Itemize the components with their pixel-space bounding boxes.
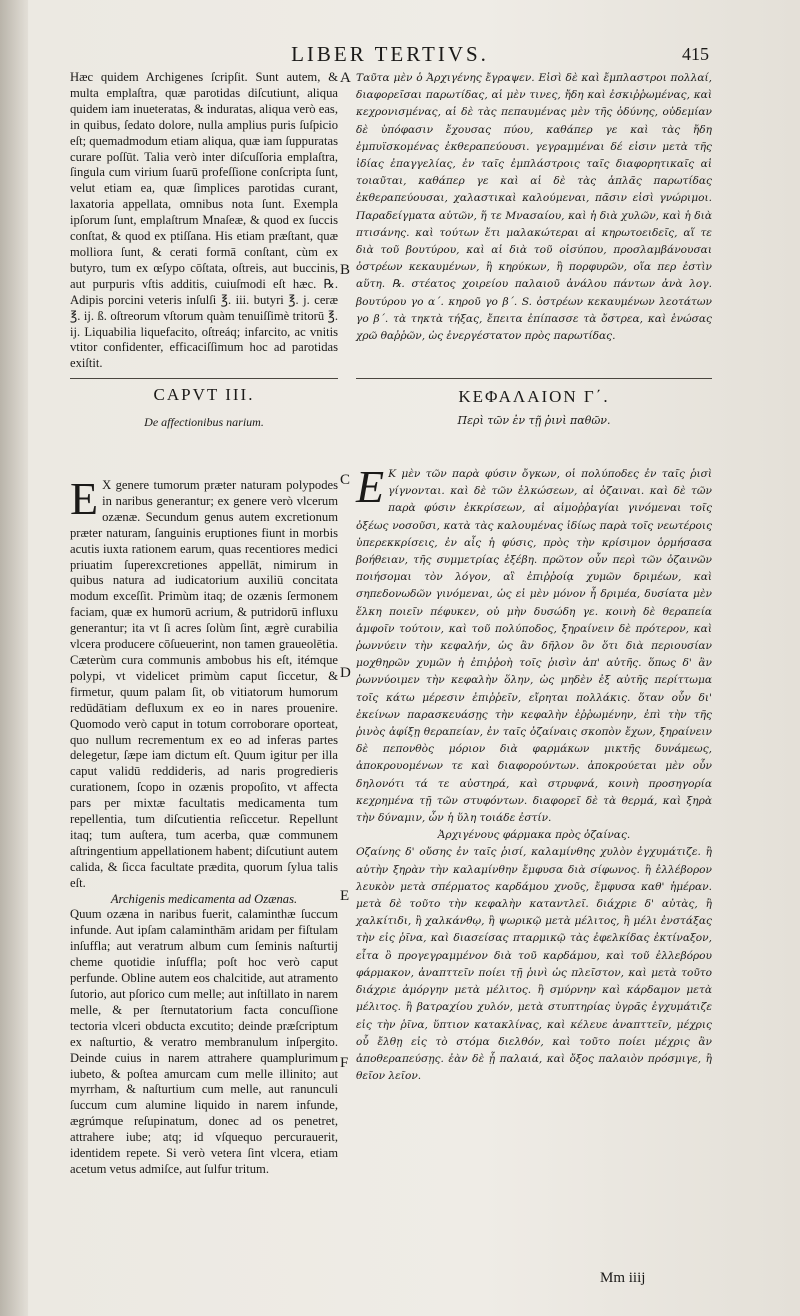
- chapter-subtitle-latin: De affectionibus narium.: [144, 415, 264, 429]
- chapter-title-greek: ΚΕΦΑΛΑΙΟΝ Γ΄.: [458, 387, 610, 406]
- greek-recipe-text: Οζαίνης δ' οὔσης ἐν ταῖς ῥισί, καλαμίνθης χυλὸν ἐγχυμάτιζε. ἢ αὐτὴν ξηρὰν τὴν καλαμίνθην ἔμφυσα διὰ σίφωνος. ἢ ἐλλέβορον λευκὸν μετὰ σπέρματος καρδάμου χνοῦς, ἔμφυσα καθ' ἡμέραν. μετὰ δὲ τοῦτο τὴν κεφαλὴν καταντλεῖ. διάχριε δ' αὐτὰς, ἢ χαλκίτιδι, ἢ χαλκάνθῳ, ἢ ψωρικῷ μετὰ μέλιτος, ἢ μέλι ἐνστάξας τὴν εἰς ῥῖνα, καὶ διασείσας πταρμικῷ τὰς ἐφελκίδας ἐκτίναξον, εἶτα ὃ προγεγραμμένον διὰ τοῦ καρδάμου, καὶ τοῦ ἐλλεβόρου φάρμακον, ἀναπττεῖν ποίει τῇ ῥινὶ ὡς πλεῖστον, καὶ μετὰ τοῦτο διάχριε ἀμόργην μετὰ μέλιτος. ἢ σμύρνην καὶ κάρδαμον μετὰ μέλιτος. ἢ βατραχίου χυλόν, μετὰ στυπτηρίας ὑγρᾶς ἐγχυμάτιζε εἰς τὴν ῥῖνα, ὕπτιον κατακλίνας, καὶ κέλευε ἀναπττεῖν, μέχρις οὗ ἔλθῃ εἰς τὸ στόμα διελθόν, καὶ τοῦτο ποίει μέχρις ἂν ἀποθεραπεύσῃς. ἐὰν δὲ ᾖ παλαιά, καὶ ὄξος παλαιὸν πρόσμιγε, ἢ θεῖον λεῖον.: [356, 846, 712, 1083]
- latin-column-body: [70, 473, 338, 1178]
- latin-body-text: X genere tumorum præter naturam polypodes in naribus generantur; ex genere verò vlcerum ozænæ. Secundum genus autem excretionum præter naturam, ſanguinis eruptiones fiunt in morbis acutis iuxta rationem earum, quas recentiores medici priuatim ſuperexcretiones appellāt, nimirum in quibus natura ad iudicatorium auxiliū concitata modum exceſſit. Primùm itaq; de ozænis ſermonem faciam, quæ ex humorū acrium, & putridorū influxu generantur; ita vt ſi acres ſolùm ſint, ægrè curabilia vlcera producere cōſueuerint, non tamen graueolētia. Cæterùm cura communis ambobus his eſt, itémque polypi, vt videlicet primùm caput ſiccetur, & firmetur, quum palam ſit, ob vitiatorum humorum redūdātiam defluxum ex eo in nares prouenire. Quomodo verò caput in totum corroborare oporteat, quo nullum recrementum ex eo ad inferas partes delegetur, ſæpe iam dictum eſt. Quum igitur per illa caput validū reddideris, ad naris progredieris curationem, ſcopo in ozænis propoſito, vt affecta pars per mixtæ facultatis medicamenta tum repellentia, tum diſcutientia reſiccetur. Repellunt itaq; tum auſtera, tum acerba, quæ communem aſtringentium appellationem habent; diſcutiunt autem calida, & ſicca facultate prædita, quorum ſylua talis eſt.: [70, 478, 338, 890]
- rule-latin-top: [70, 378, 338, 379]
- greek-column-top: [356, 70, 712, 345]
- latin-paragraph: Hæc quidem Archigenes ſcripſit. Sunt autem, & multa emplaſtra, quæ parotidas diſcutiunt, aliqua quidem iam inueteratas, & induratas, aliqua verò eas, in quibus, ſedato dolore, nulla amplius puris ſuſpicio eſt; quemadmodum etiam aliqua, quæ iam ſuppuratas curare poſſūt. Talia verò inter diſcuſſoria emplaſtra, ſingula cum virium ſuarū profeſſione conſcripta ſunt, velut etiam ea, quæ ſimplices parotidas curant, laxatoria appellata, omnibus nota ſunt. Exempla ipſorum ſunt, emplaſtrum Mnaſeæ, & quod ex ſuccis conſtat, & quod ex ptiſſana. His etiam præſtant, quæ molliora ſunt, & cerati formā conſtant, cùm ex butyro, tum ex œſypo cōſtata, oſtreis, aut buccinis, aut purpuris vſtis additis, cuiuſmodi eſt hæc. ℞. Adipis porcini veteris inſulſi ℥. iii. butyri ℥. j. ceræ ℥. ij. ß. oſtreorum vſtorum quàm tenuiſſimè tritorū ℥. ij. Liquabilia liquefacito, oſtreáq; infarcito, ac vnitis vtitor confidenter, efficaciſſimum hoc ad parotidas exiſtit.: [70, 70, 338, 371]
- page-number: 415: [682, 44, 709, 64]
- greek-paragraph: Ταῦτα μὲν ὁ Ἀρχιγένης ἔγραψεν. Εἰσὶ δὲ καὶ ἔμπλαστροι πολλαί, διαφορεῖσαι παρωτίδας, αἱ μὲν τινες, ἤδη καὶ ἐσκιῤῥωμένας, καὶ κεχρονισμένας, αἱ δὲ τὰς πεπαυμένας μὲν τῆς ὀδύνης, οὐδεμίαν δὲ ὑπόφασιν ἔχουσας πύου, καθάπερ γε καὶ τὰς ἤδη ἐμπυϊσκομένας ἐκθεραπεύουσι. γεγραμμέναι δέ εἰσιν μετὰ τῆς ἰδίας ἐπαγγελίας, ἐν ταῖς ἐμπλάστροις ταῖς διαφορητικαῖς αἱ τοιαῦται, καθάπερ γε καὶ αἱ δὲ τὰς ἁπλᾶς παρωτίδας ἐκθεραπεύουσαι, χαλαστικαὶ καλούμεναι, πᾶσιν εἰσὶ γνώριμοι. Παραδείγματα αὐτῶν, ἥ τε Μνασαίου, καὶ ἡ διὰ χυλῶν, καὶ ἡ διὰ πτισάνης. καὶ τούτων ἔτι μαλακώτεραι αἱ κηρωτοειδεῖς, αἵ τε διὰ τοῦ βουτύρου, καὶ αἱ διὰ τοῦ οἰσύπου, προσλαμβάνουσαι ὀστρέων κεκαυμένων, ἢ κηρύκων, ἢ πορφυρῶν, οἵα περ ἐστὶν αὕτη. ℞. στέατος χοιρείου παλαιοῦ ἀνάλου πάντων ἀνὰ λογ. βουτύρου γο α΄. κηροῦ γο β΄. S. ὀστρέων κεκαυμένων λεοτάτων γο β΄. τὰ τηκτὰ τήξας, ἔπειτα ἐπίπασσε τὰ ὄστρεα, καὶ ἑνώσας χρῶ θαῤῥῶν, ὡς ἐνεργέστατον πρὸς παρωτίδας.: [356, 72, 712, 343]
- chapter-title-latin: CAPVT III.: [153, 385, 255, 404]
- latin-dropcap: E: [70, 473, 99, 524]
- greek-dropcap: Ε: [356, 461, 385, 512]
- latin-recipe-text: Quum ozæna in naribus fuerit, calaminthæ ſuccum infunde. Aut ipſam calaminthām aridam per fiſtulam inſuffla; aut veratrum album cum ſeminis naſturtij cheme quotidie inſuffla; poſt hoc verò caput perfunde. Obline autem eos chalcitide, aut atramento ſutorio, aut pſorico cum melle; aut inſtillato in narem melle, & per ſternutatorium facta concuſſione tectoria vlceri obducta excutito; deinde præſcriptum ex naſturtio, & veratro membranulum inſpergito. Deinde cuius in narem attrahere quamplurimum iubeto, & poſtea amurcam cum melle illinito; aut myrrham, & naſturtium cum melle, aut ranunculi ſuccum cum alumine liquido in narem infunde, ægrúmque reſupinatum, donec ad os penetret, attrahere iube; atq; id vſquequo percurauerit, identidem repete. Si verò vetera ſint vlcera, etiam acetum vetus admiſce, aut ſulfur tritum.: [70, 907, 338, 1176]
- margin-letter-b: B: [340, 262, 351, 278]
- greek-body-text: Κ μὲν τῶν παρὰ φύσιν ὄγκων, οἱ πολύποδες ἐν ταῖς ῥισὶ γίγνονται. καὶ δὲ τῶν ἑλκώσεων, αἱ ὀζαιναι. καὶ δὲ τῶν παρὰ φύσιν ἐκκρίσεων, αἱ αἱμοῤῥαγίαι γινόμεναι τοῖς ὀξέως νοσοῦσι, κατὰ τὰς καλουμένας ἰδίως παρὰ τοῖς νεωτέροις ὑπερεκκρίσεις, ἐν αἷς ἡ φύσις, πρὸς τὴν κρίσιμον ὁρμήσασα βοήθειαν, τῆς συμμετρίας ἐξέβη. πρῶτον οὖν περὶ τῶν ὀζαινῶν ποιήσομαι τὸν λόγον, αἳ ἐπιῤῥοίᾳ χυμῶν δριμέων, καὶ σηπεδονωδῶν γινόμεναι, ὡς εἰ μὲν μόνον ἦ δριμέα, δυσίατα μὲν ἕλκη ποιεῖν πέφυκεν, οὐ μὴν δυσώδη γε. κοινὴ δὲ θεραπεία ἀμφοῖν τούτοιν, καὶ τοῦ πολύποδος, ξηραίνειν δὲ πρότερον, καὶ ῥωννύειν τὴν κεφαλήν, ὡς ἂν δῆλον ὂν ὅτι διὰ περιουσίαν μοχθηρῶν χυμῶν ἡ ἐπιῤῥοὴ τοῖς ῥισὶν ἀπ' αὐτῆς. ὅπως δ' ἂν ῥωννύοιμεν τὴν κεφαλὴν ὅλην, ὡς μηδὲν ἐξ αὐτῆς περίττωμα τοῖς κάτω μέρεσιν ἐπιῤῥεῖν, εἴρηται πολλάκις. ὅταν οὖν δι' ἐκείνων παρασκευάσῃς τὴν κεφαλὴν ἐῤῥωμένην, ἐπὶ τὴν τῆς ῥινὸς ἀφίξῃ θεραπείαν, ἐν ταῖς ὀζαίναις σκοπὸν ἔχων, ξηραίνειν δὲ πεπονθὸς μόριον διὰ φαρμάκων μικτῆς δυνάμεως, ἀποκρουομένων τε καὶ διαφορούντων. ἀποκρούεται μὲν οὖν δηλονότι τά τε αὐστηρά, καὶ στρυφνά, κοινὴ προσηγορία κεχρημένα τῇ τῶν στυφόντων. διαφορεῖ δὲ τὰ θερμά, καὶ ξηρὰ τὴν δύναμιν, ὧν ἡ ὕλη τοιάδε ἐστίν.: [356, 468, 712, 825]
- margin-letter-d: D: [340, 665, 351, 681]
- latin-column-top: [70, 70, 338, 372]
- latin-body-paragraph: [70, 473, 338, 892]
- rule-greek-top: [356, 378, 712, 379]
- chapter-subtitle-greek: Περὶ τῶν ἐν τῇ ῥινὶ παθῶν.: [457, 414, 611, 427]
- greek-column-body: [356, 461, 712, 1085]
- gutter-shadow: [0, 0, 28, 1316]
- greek-body-paragraph: [356, 461, 712, 827]
- margin-letter-f: F: [340, 1055, 349, 1071]
- margin-letter-c: C: [340, 472, 351, 488]
- signature-mark: Mm iiij: [600, 1270, 646, 1286]
- greek-recipe-heading: Ἀρχιγένους φάρμακα πρὸς ὀζαίνας.: [437, 829, 631, 842]
- margin-letter-a: A: [340, 70, 351, 86]
- margin-letter-e: E: [340, 888, 350, 904]
- running-title: LIBER TERTIVS.: [291, 42, 489, 66]
- latin-recipe-heading: Archigenis medicamenta ad Ozænas.: [110, 891, 298, 906]
